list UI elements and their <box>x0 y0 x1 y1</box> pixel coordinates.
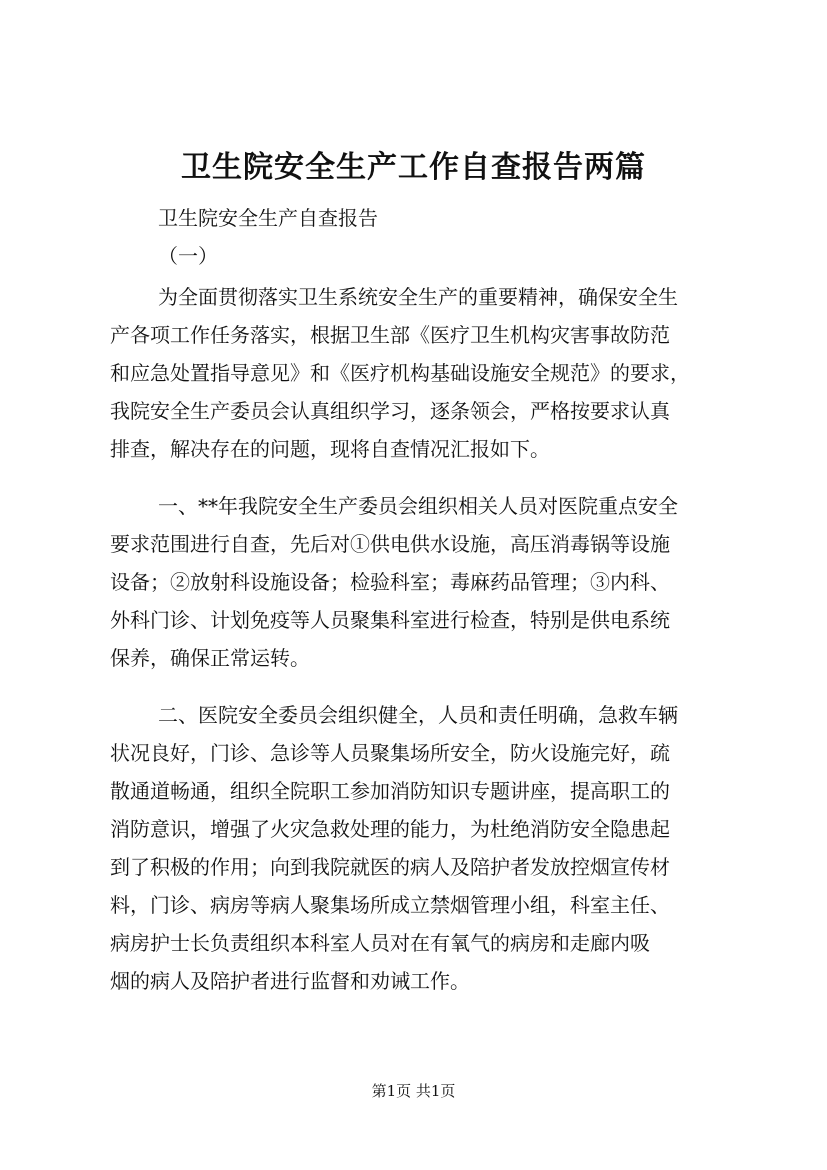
body-line: 一、**年我院安全生产委员会组织相关人员对医院重点安全 <box>158 494 678 518</box>
body-line: 我院安全生产委员会认真组织学习，逐条领会，严格按要求认真 <box>110 399 670 423</box>
body-line: 产各项工作任务落实，根据卫生部《医疗卫生机构灾害事故防范 <box>110 323 670 347</box>
document-title: 卫生院安全生产工作自查报告两篇 <box>181 150 646 185</box>
body-line: 烟的病人及陪护者进行监督和劝诫工作。 <box>110 969 470 993</box>
body-line: 为全面贯彻落实卫生系统安全生产的重要精神，确保安全生 <box>158 285 678 309</box>
body-line: 病房护士长负责组织本科室人员对在有氧气的病房和走廊内吸 <box>110 931 650 955</box>
body-line: 设备；②放射科设施设备；检验科室；毒麻药品管理；③内科、 <box>110 570 670 594</box>
body-line: 排查，解决存在的问题，现将自查情况汇报如下。 <box>110 437 550 461</box>
body-line: 状况良好，门诊、急诊等人员聚集场所安全，防火设施完好，疏 <box>110 741 670 765</box>
body-line: 料，门诊、病房等病人聚集场所成立禁烟管理小组，科室主任、 <box>110 893 670 917</box>
page-footer: 第1页 共1页 <box>371 1082 456 1100</box>
section-enumerator: （一） <box>158 244 218 268</box>
body-line: 要求范围进行自查，先后对①供电供水设施，高压消毒锅等设施 <box>110 532 670 556</box>
body-line: 消防意识，增强了火灾急救处理的能力，为杜绝消防安全隐患起 <box>110 817 670 841</box>
body-line: 散通道畅通，组织全院职工参加消防知识专题讲座，提高职工的 <box>110 779 670 803</box>
body-line: 保养，确保正常运转。 <box>110 646 310 670</box>
body-line: 二、医院安全委员会组织健全，人员和责任明确，急救车辆 <box>158 703 678 727</box>
section-subtitle: 卫生院安全生产自查报告 <box>158 206 378 230</box>
body-line: 外科门诊、计划免疫等人员聚集科室进行检查，特别是供电系统 <box>110 608 670 632</box>
body-line: 和应急处置指导意见》和《医疗机构基础设施安全规范》的要求， <box>110 361 690 385</box>
body-line: 到了积极的作用；向到我院就医的病人及陪护者发放控烟宣传材 <box>110 855 670 879</box>
